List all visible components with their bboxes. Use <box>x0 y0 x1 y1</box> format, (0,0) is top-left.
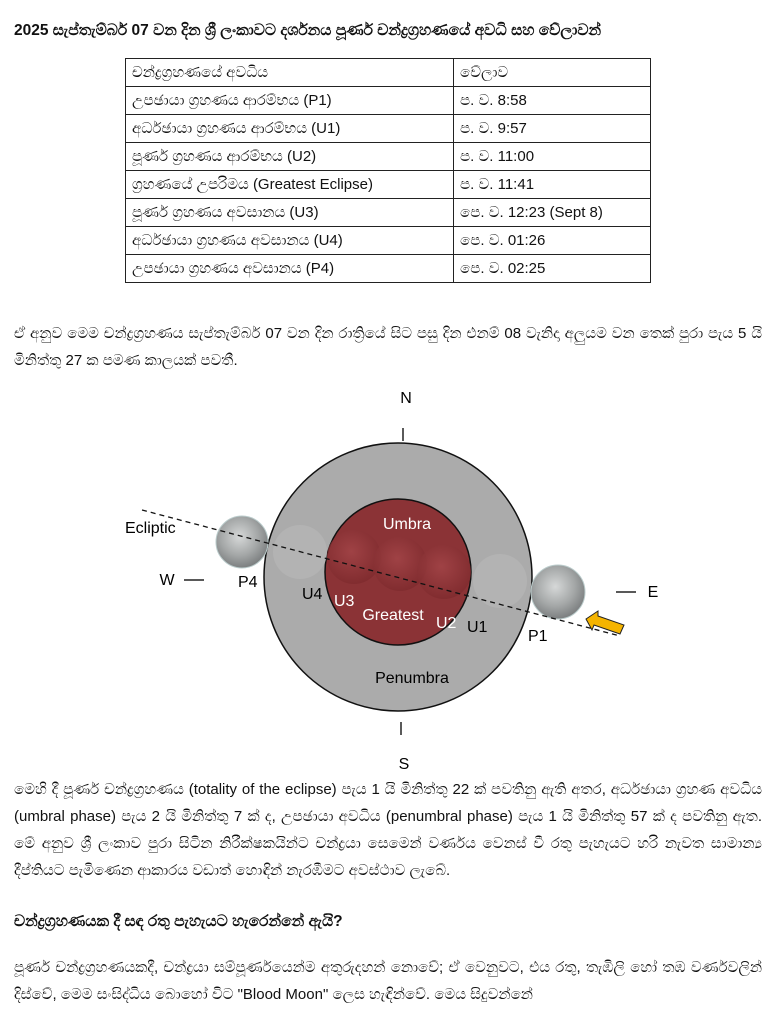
moon-u3 <box>327 530 381 584</box>
motion-arrow-icon <box>586 611 624 634</box>
u1-label: U1 <box>467 619 488 636</box>
table-row <box>126 115 651 143</box>
table-row <box>126 255 651 283</box>
south-label: S <box>398 756 410 773</box>
time-cell: ප. ව. 9:57 <box>454 115 651 143</box>
phase-cell: ග්‍රහණයේ උපරිමය (Greatest Eclipse) <box>126 171 454 199</box>
u3-label: U3 <box>334 593 355 610</box>
ecliptic-label: Ecliptic <box>125 520 176 537</box>
table-row <box>126 87 651 115</box>
p4-label: P4 <box>238 574 258 591</box>
phase-duration-paragraph: මෙහි දී පූර්ණ චන්ද්‍රග්‍රහණය (totality of the eclipse) පැය 1 යි මිනිත්තු 22 ක් පවතිනු ඇති අතර, අර්ධඡායා ග්‍රහණ අවධිය (umbral phase) පැය 2 යි මිනිත්තු 7 ක් ද, උපඡායා අවධිය (penumbral phase) පැය 1 යි මිනිත්තු 57 ක් ද පවතිනු ඇත. මේ අනුව ශ්‍රී ලංකාව පුරා සිටින නිරීක්ෂකයින්ට චන්ද්‍රයා සෙමෙන් වර්ණය වෙනස් වී රතු පැහැයට හරි නැවත සාමාන්‍ය දීප්තියට පැමිණෙන ආකාරය වඩාත් හොඳින් නැරඹීමට අවස්ථාව ලැබේ. <box>14 781 762 879</box>
u4-label: U4 <box>302 586 323 603</box>
phase-cell: අර්ධඡායා ග්‍රහණය ආරම්භය (U1) <box>126 115 454 143</box>
u2-label: U2 <box>436 615 457 632</box>
time-cell: ප. ව. 11:00 <box>454 143 651 171</box>
phase-cell: පූර්ණ ග්‍රහණය අවසානය (U3) <box>126 199 454 227</box>
time-cell: පෙ. ව. 01:26 <box>454 227 651 255</box>
blood-moon-paragraph: පූර්ණ චන්ද්‍රග්‍රහණයකදී, චන්ද්‍රයා සම්පූර්ණයෙන්ම අතුරුදහන් නොවේ; ඒ වෙනුවට, එය රතු, තැඹිලි හෝ තඹ වර්ණවලින් දිස්වේ, මෙම සංසිද්ධිය බොහෝ විට "Blood Moon" ලෙස හැඳින්වේ. මෙය සිදුවන්නේ <box>14 959 762 1003</box>
phase-cell: අර්ධඡායා ග්‍රහණය අවසානය (U4) <box>126 227 454 255</box>
table-header-phase: චන්ද්‍රග්‍රහණයේ අවධිය <box>126 59 454 87</box>
umbra-label: Umbra <box>382 516 432 533</box>
north-label: N <box>400 390 412 407</box>
time-cell: ප. ව. 11:41 <box>454 171 651 199</box>
phase-cell: පූර්ණ ග්‍රහණය ආරම්භය (U2) <box>126 143 454 171</box>
table-header-time: වේලාව <box>454 59 651 87</box>
west-label: W <box>159 572 175 589</box>
eclipse-diagram <box>0 380 774 780</box>
table-row <box>126 199 651 227</box>
moon-u1 <box>473 554 527 608</box>
page-title: 2025 සැප්තැම්බර් 07 වන දින ශ්‍රී ලංකාවට දර්ශනය පූර්ණ චන්ද්‍රග්‍රහණයේ අවධි සහ වේලාවන් <box>14 22 602 39</box>
time-cell: ප. ව. 8:58 <box>454 87 651 115</box>
penumbra-label: Penumbra <box>375 670 449 687</box>
table-header-row <box>126 59 651 87</box>
moon-p1 <box>531 565 585 619</box>
duration-paragraph: ඒ අනුව මෙම චන්ද්‍රග්‍රහණය සැප්තැම්බර් 07 වන දින රාත්‍රියේ සිට පසු දින එනම් 08 වැනිදා අලුයම වන තෙක් පුරා පැය 5 යි මිනිත්තු 27 ක පමණ කාලයක් පවතී. <box>14 325 762 369</box>
greatest-label: Greatest <box>362 607 424 624</box>
table-row <box>126 143 651 171</box>
table-row <box>126 227 651 255</box>
time-cell: පෙ. ව. 02:25 <box>454 255 651 283</box>
p1-label: P1 <box>528 628 548 645</box>
phase-cell: උපඡායා ග්‍රහණය අවසානය (P4) <box>126 255 454 283</box>
moon-p4 <box>216 516 268 568</box>
time-cell: පෙ. ව. 12:23 (Sept 8) <box>454 199 651 227</box>
moon-u2 <box>417 545 471 599</box>
section-heading: චන්ද්‍රග්‍රහණයක දී සඳ රතු පැහැයට හැරෙන්නේ ඇයි? <box>14 913 343 930</box>
table-row <box>126 171 651 199</box>
east-label: E <box>647 584 659 601</box>
phase-cell: උපඡායා ග්‍රහණය ආරම්භය (P1) <box>126 87 454 115</box>
eclipse-times-table <box>125 58 651 283</box>
